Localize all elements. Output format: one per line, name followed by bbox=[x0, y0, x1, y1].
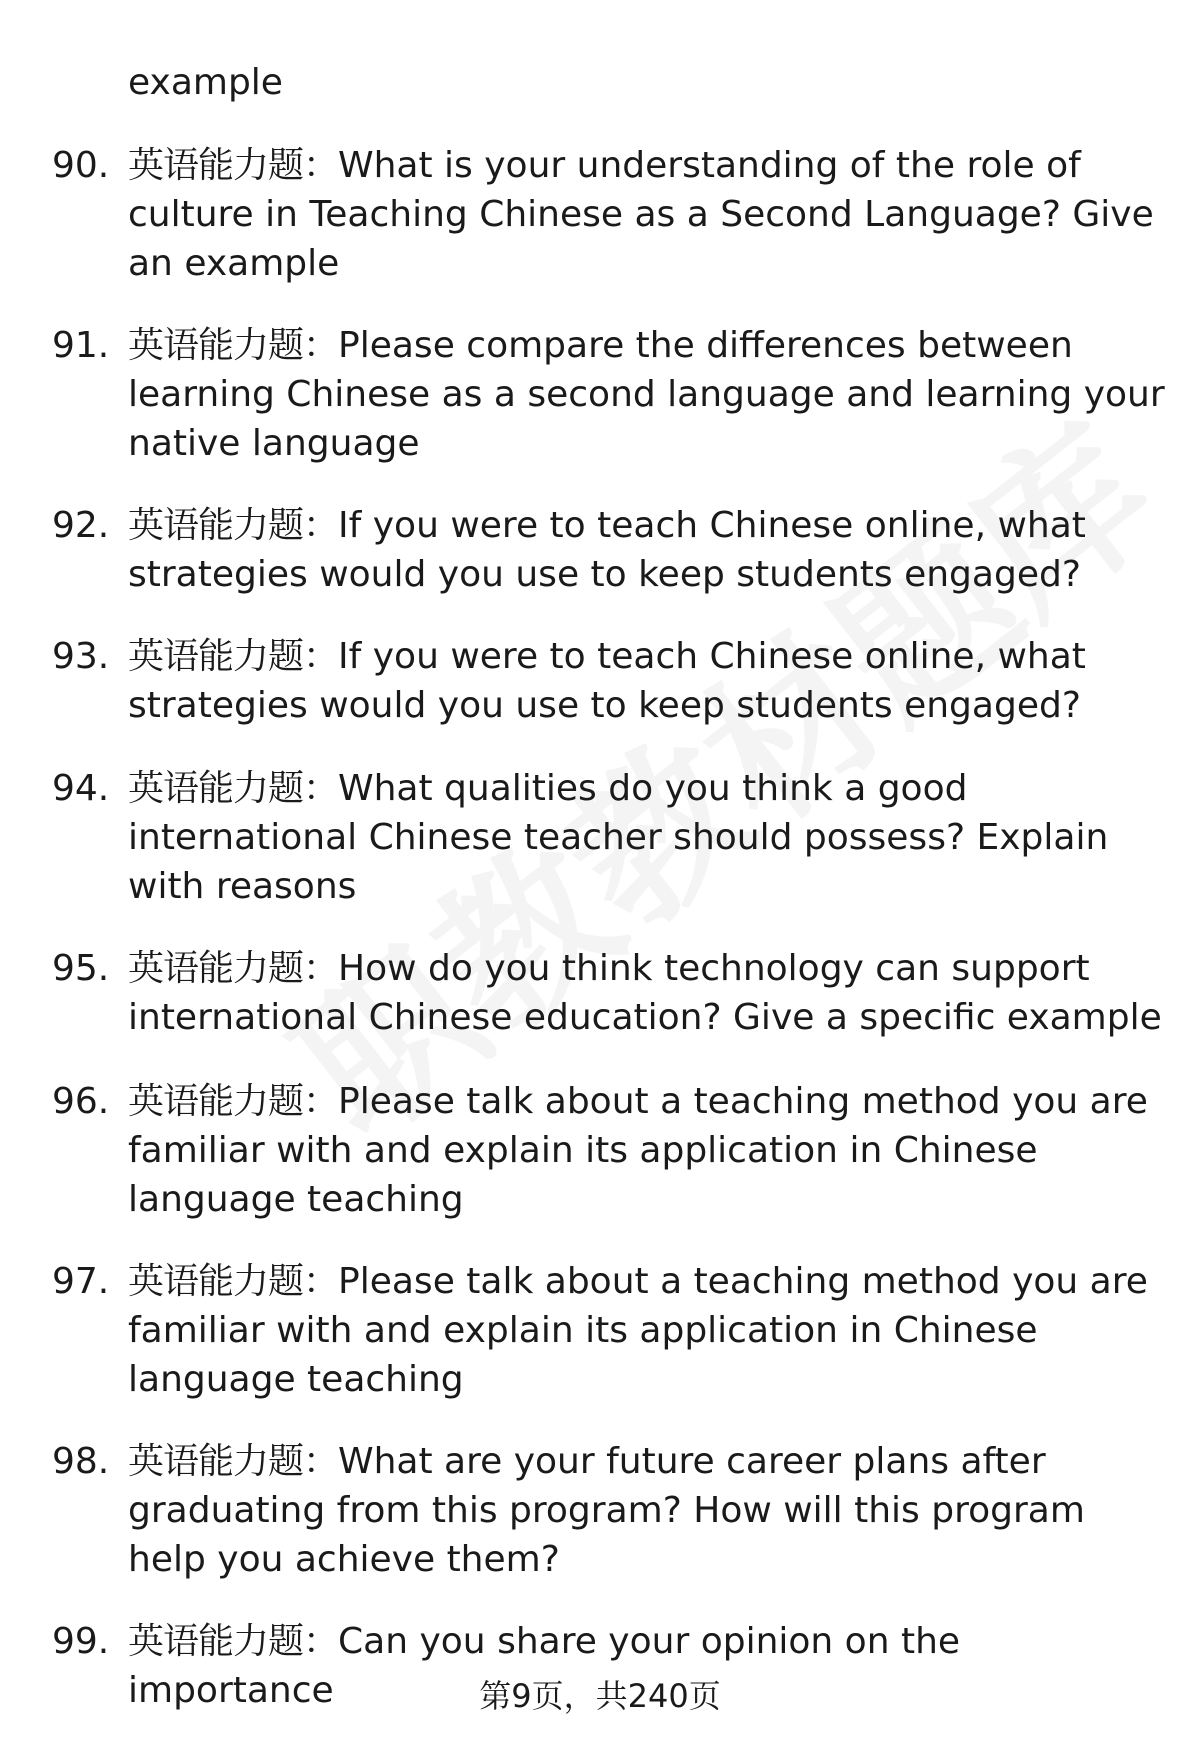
item-number: 95. bbox=[52, 948, 110, 989]
item-number: 96. bbox=[52, 1081, 110, 1122]
item-tag: 英语能力题： bbox=[128, 636, 339, 677]
item-text: What are your future career plans after graduating from this program? How will this program help you achieve them? bbox=[128, 1441, 1085, 1580]
item-number: 90. bbox=[52, 145, 110, 186]
item-text: What is your understanding of the role of culture in Teaching Chinese as a Second Language? Give an example bbox=[128, 145, 1154, 284]
item-number: 91. bbox=[52, 325, 110, 366]
item-text: Can you share your opinion on the importance bbox=[128, 1621, 961, 1711]
item-tag: 英语能力题： bbox=[128, 1621, 339, 1662]
item-body bbox=[128, 764, 1168, 911]
item-tag: 英语能力题： bbox=[128, 1441, 339, 1482]
item-body bbox=[128, 1257, 1168, 1404]
item-number: 93. bbox=[52, 636, 110, 677]
item-text: How do you think technology can support international Chinese education? Give a specific example bbox=[128, 948, 1162, 1038]
item-number: 97. bbox=[52, 1261, 110, 1302]
item-tag: 英语能力题： bbox=[128, 505, 339, 546]
item-body bbox=[128, 501, 1168, 599]
carry-over-text: example bbox=[128, 62, 283, 103]
item-number: 99. bbox=[52, 1621, 110, 1662]
item-text: If you were to teach Chinese online, what strategies would you use to keep students engaged? bbox=[128, 636, 1086, 726]
item-tag: 英语能力题： bbox=[128, 768, 339, 809]
item-body bbox=[128, 944, 1168, 1042]
item-text: If you were to teach Chinese online, what strategies would you use to keep students engaged? bbox=[128, 505, 1086, 595]
item-text: Please talk about a teaching method you are familiar with and explain its application in Chinese language teaching bbox=[128, 1081, 1148, 1220]
item-body bbox=[128, 1077, 1168, 1224]
item-tag: 英语能力题： bbox=[128, 145, 339, 186]
item-body bbox=[128, 141, 1168, 288]
item-tag: 英语能力题： bbox=[128, 325, 339, 366]
item-text: Please compare the differences between learning Chinese as a second language and learning your native language bbox=[128, 325, 1165, 464]
item-number: 94. bbox=[52, 768, 110, 809]
item-number: 98. bbox=[52, 1441, 110, 1482]
item-body bbox=[128, 632, 1168, 730]
item-number: 92. bbox=[52, 505, 110, 546]
page-number-footer: 第9页，共240页 bbox=[479, 1677, 721, 1715]
item-tag: 英语能力题： bbox=[128, 1081, 339, 1122]
item-body bbox=[128, 321, 1168, 468]
item-tag: 英语能力题： bbox=[128, 948, 339, 989]
item-text: Please talk about a teaching method you are familiar with and explain its application in Chinese language teaching bbox=[128, 1261, 1148, 1400]
item-body bbox=[128, 1437, 1168, 1584]
item-tag: 英语能力题： bbox=[128, 1261, 339, 1302]
item-text: What qualities do you think a good international Chinese teacher should possess? Explain with reasons bbox=[128, 768, 1109, 907]
